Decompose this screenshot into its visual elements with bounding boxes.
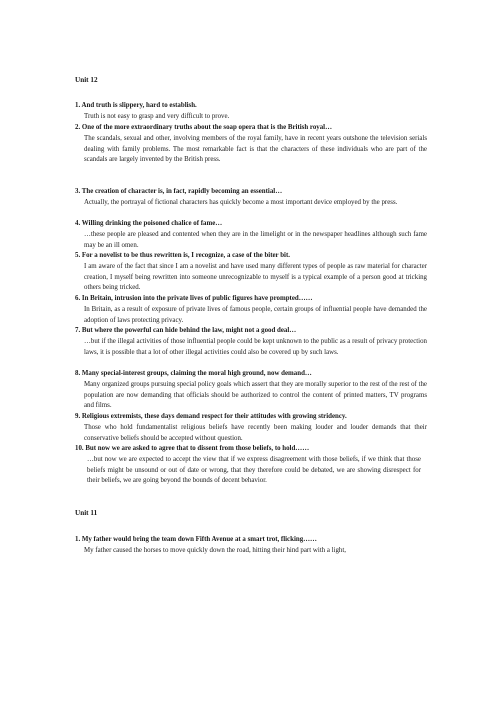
unit12-a3: Actually, the portrayal of fictional characters has quickly become a most important device employed by the press.	[84, 199, 398, 206]
unit12-a2: The scandals, sexual and other, involving members of the royal family, have in recent years outshone the television serials dealing with family problems. The most remarkable fact is that the characters of these individuals who are part of the scandals are largely invented by the British press.	[84, 135, 427, 164]
unit12-a10: …but now we are expected to accept the view that if we express disagreement with those beliefs, if we think that those beliefs might be unsound or out of date or wrong, that they therefore could be debated, we are showing disrespect for their beliefs, we are going beyond the bounds of decent behavior.	[87, 456, 421, 485]
unit12-q5: 5. For a novelist to be thus rewritten is, I recognize, a case of the biter bit.	[75, 252, 290, 259]
unit12-q8: 8. Many special-interest groups, claiming the moral high ground, now demand…	[75, 370, 312, 377]
unit12-q2: 2. One of the more extraordinary truths about the soap opera that is the British royal…	[75, 124, 332, 131]
unit12-q6: 6. In Britain, intrusion into the private lives of public figures have prompted……	[75, 295, 313, 302]
unit11-q1: 1. My father would bring the team down Fifth Avenue at a smart trot, flicking……	[75, 536, 317, 543]
unit12-a4: …these people are pleased and contented when they are in the limelight or in the newspaper headlines although such fame may be an ill omen.	[84, 231, 427, 249]
unit12-a8: Many organized groups pursuing special policy goals which assert that they are morally superior to the rest of the rest of the population are now demanding that officials should be authorized to control the content of printed matters, TV programs and films.	[84, 381, 427, 410]
unit12-a9: Those who hold fundamentalist religious beliefs have recently been making louder and louder demands that their conservative beliefs should be accepted without question.	[84, 424, 427, 442]
unit-11-heading: Unit 11	[75, 509, 98, 517]
unit12-a7: …but if the illegal activities of those influential people could be kept unknown to the public as a result of privacy protection laws, it is possible that a lot of other illegal activities could also be covered up by such laws.	[84, 338, 427, 356]
unit12-q9: 9. Religious extremists, these days demand respect for their attitudes with growing stridency.	[75, 413, 347, 420]
unit12-a5: I am aware of the fact that since I am a novelist and have used many different types of people as raw material for character creation, I myself being rewritten into someone unrecognizable to myself is a typical example of a person good at tricking others being tricked.	[84, 263, 427, 292]
unit12-a1: Truth is not easy to grasp and very difficult to prove.	[84, 113, 230, 120]
unit12-a6: In Britain, as a result of exposure of private lives of famous people, certain groups of influential people have demanded the adoption of laws protecting privacy.	[84, 306, 427, 324]
unit12-q7: 7. But where the powerful can hide behind the law, might not a good deal…	[75, 327, 297, 334]
unit-12-heading: Unit 12	[75, 76, 98, 84]
unit12-q1: 1. And truth is slippery, hard to establish.	[75, 102, 197, 109]
unit12-q3: 3. The creation of character is, in fact, rapidly becoming an essential…	[75, 188, 283, 195]
unit11-a1: My father caused the horses to move quickly down the road, hitting their hind part with a light,	[84, 547, 346, 554]
unit12-q4: 4. Willing drinking the poisoned chalice of fame…	[75, 220, 223, 227]
unit12-q10: 10. But now we are asked to agree that to dissent from those beliefs, to hold……	[75, 445, 310, 452]
